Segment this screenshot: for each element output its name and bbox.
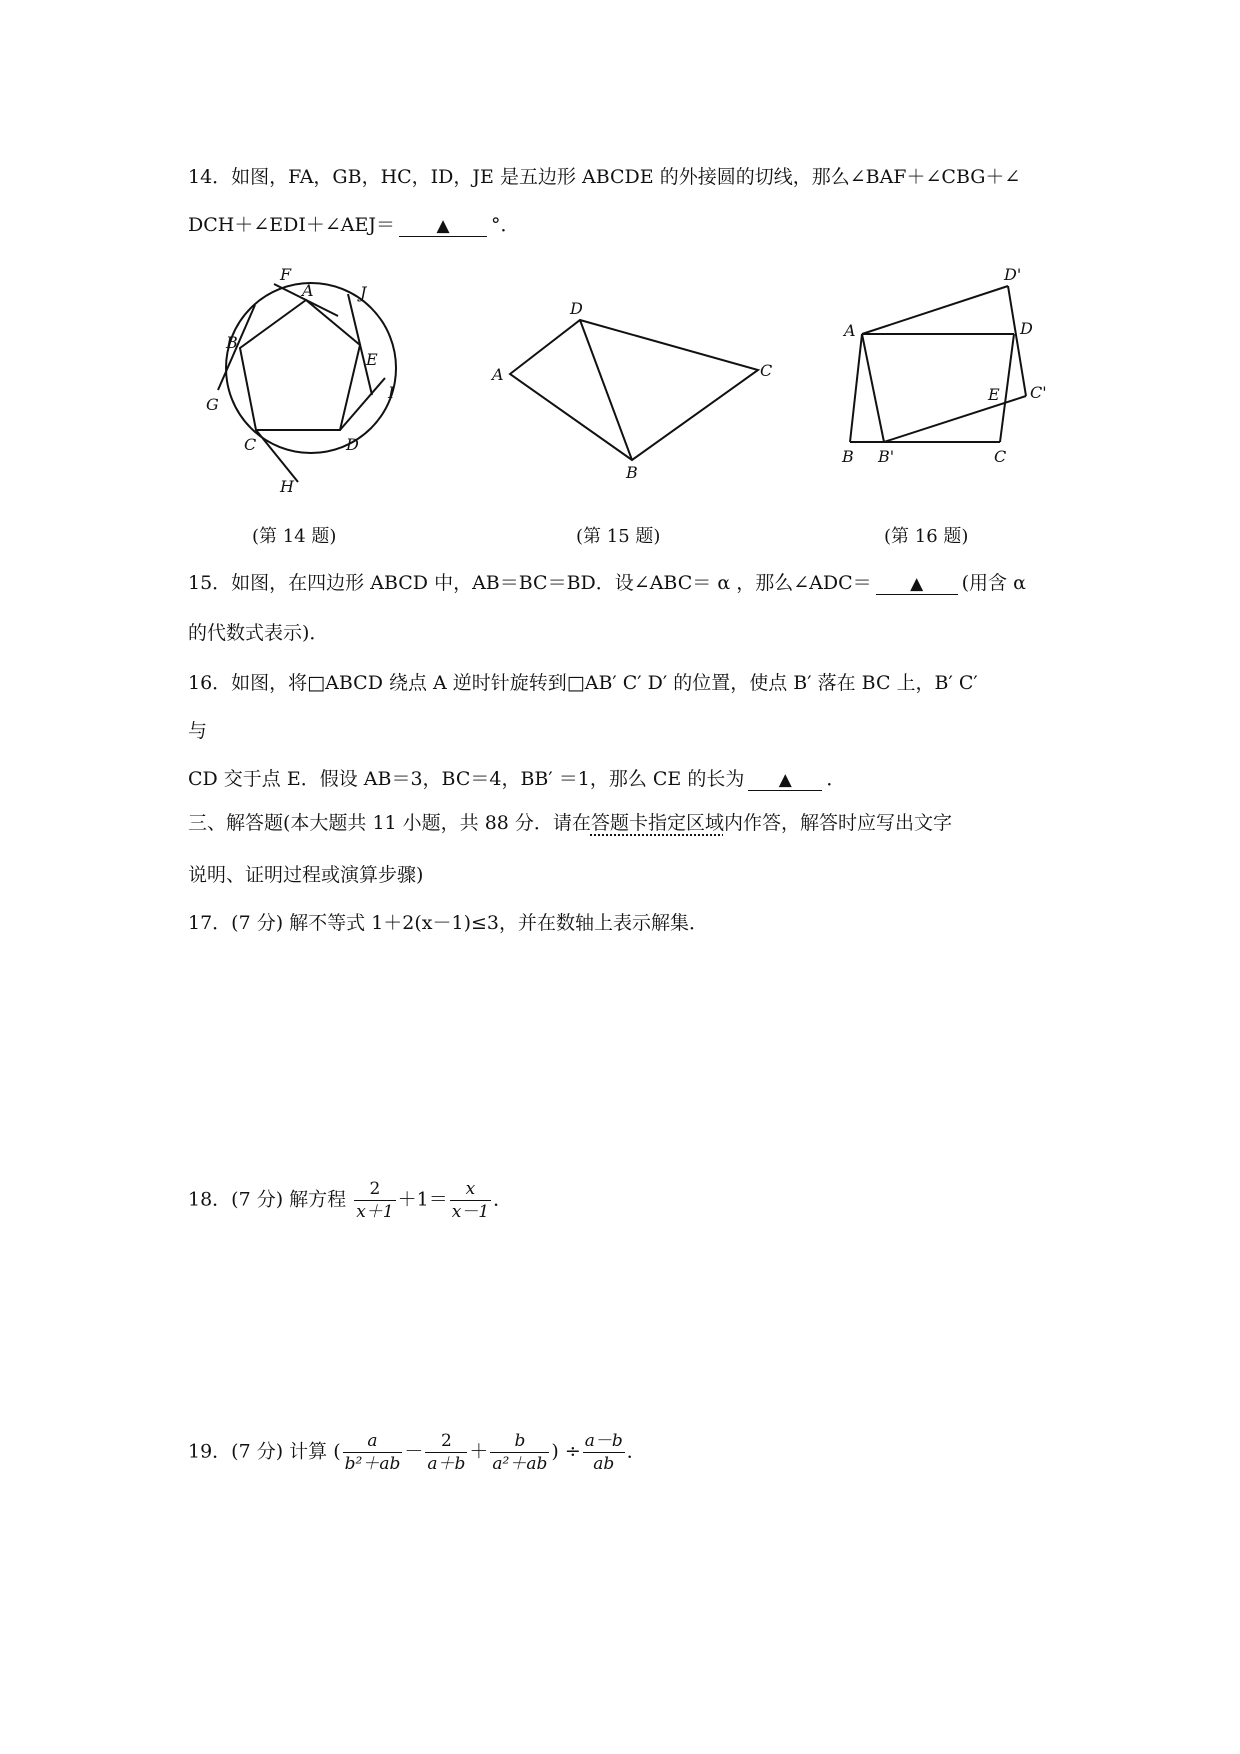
q16-line2: 与 (188, 720, 208, 742)
q15-answer-blank (876, 573, 958, 595)
fig14-label-f: F (280, 265, 292, 284)
q18-fraction-1 (354, 1178, 395, 1223)
figure-15 (488, 296, 778, 486)
section3-text-a: 三、解答题(本大题共 11 小题，共 88 分．请在 (188, 812, 591, 834)
q19-op3: ) ÷ (551, 1440, 581, 1463)
fig16-label-a: A (844, 321, 856, 340)
q14-line2 (188, 212, 520, 238)
q18-f2-numerator: x (465, 1179, 476, 1199)
q19-end: ． (626, 1440, 646, 1463)
section3-emphasis: 答题卡指定区域 (590, 812, 724, 834)
q19-f2-denominator: a＋b (427, 1454, 466, 1474)
figure-14 (200, 260, 440, 500)
q14-answer-blank (399, 215, 487, 237)
q14-line2-end: °． (491, 214, 520, 236)
fig15-label-d: D (570, 299, 583, 318)
triangle-icon: ▲ (910, 574, 924, 594)
q19-f1-denominator: b²＋ab (344, 1454, 401, 1474)
q18-f1-denominator: x＋1 (356, 1202, 394, 1222)
tangent-hc (256, 430, 298, 482)
q19-prefix: 19．(7 分) 计算 ( (188, 1440, 341, 1463)
q16-answer-blank (748, 769, 822, 791)
fig16-label-d: D (1020, 319, 1033, 338)
fig14-label-a: A (302, 281, 314, 300)
fig15-label-a: A (492, 365, 504, 384)
q19-op1: － (404, 1440, 424, 1463)
q19-f3-denominator: a²＋ab (492, 1454, 548, 1474)
q19-f1-numerator: a (367, 1431, 378, 1451)
q18-line (188, 1178, 512, 1223)
caption-fig16: (第 16 题) (884, 526, 969, 547)
q17-text: 17．(7 分) 解不等式 1＋2(x－1)≤3，并在数轴上表示解集． (188, 912, 709, 934)
fig16-label-b-prime: B' (878, 447, 895, 466)
fig16-label-c: C (994, 447, 1007, 466)
q16-line1: 16．如图，将□ABCD 绕点 A 逆时针旋转到□AB′ C′ D′ 的位置，使点 B′ 落在 BC 上，B′ C′ (188, 672, 978, 694)
triangle-icon: ▲ (778, 770, 792, 790)
q18-f1-numerator: 2 (369, 1179, 381, 1199)
q16-line3-end: ． (826, 768, 846, 790)
fig14-label-j: J (360, 283, 367, 302)
q18-mid: ＋1＝ (397, 1188, 448, 1211)
q19-fraction-3 (490, 1430, 549, 1475)
q18-end: ． (493, 1188, 513, 1211)
fig14-label-i: I (388, 383, 395, 402)
section3-line2: 说明、证明过程或演算步骤) (188, 864, 424, 886)
q19-f3-numerator: b (514, 1431, 526, 1451)
q15-line1-end: (用含 α (961, 572, 1026, 594)
fig14-label-h: H (280, 477, 294, 496)
q14-line2-text: DCH＋∠EDI＋∠AEJ＝ (188, 214, 395, 236)
q15-line1 (188, 570, 1026, 596)
q16-line3-text: CD 交于点 E．假设 AB＝3，BC＝4，BB′ ＝1，那么 CE 的长为 (188, 768, 745, 790)
section3-line1 (188, 810, 952, 836)
q18-f2-denominator: x－1 (451, 1202, 490, 1222)
q14-line1: 14．如图，FA，GB，HC，ID，JE 是五边形 ABCDE 的外接圆的切线，那么∠BAF＋∠CBG＋∠ (188, 166, 1021, 188)
q19-fraction-2 (425, 1430, 467, 1475)
q18-prefix: 18．(7 分) 解方程 (188, 1188, 347, 1211)
triangle-icon: ▲ (436, 216, 450, 236)
fig15-label-c: C (760, 361, 773, 380)
fig14-label-c: C (244, 435, 257, 454)
section3-text-b: 内作答，解答时应写出文字 (723, 812, 952, 834)
q15-line2: 的代数式表示)． (188, 622, 329, 644)
fig16-label-e: E (988, 385, 1000, 404)
q16-line3 (188, 766, 845, 792)
fig14-label-d: D (346, 435, 359, 454)
fig14-label-g: G (206, 395, 219, 414)
q18-fraction-2 (450, 1178, 491, 1223)
q19-f4-denominator: ab (583, 1452, 625, 1475)
figure-16 (830, 264, 1060, 474)
fig14-label-b: B (226, 333, 238, 352)
q19-fraction-1 (343, 1430, 403, 1475)
fig15-label-b: B (626, 463, 638, 482)
fig16-label-d-prime: D' (1004, 265, 1022, 284)
q19-line (188, 1430, 646, 1475)
caption-fig15: (第 15 题) (576, 526, 661, 547)
fig14-label-e: E (366, 350, 378, 369)
fig16-label-c-prime: C' (1030, 383, 1047, 402)
q19-fraction-4 (583, 1430, 625, 1475)
caption-fig14: (第 14 题) (252, 526, 337, 547)
q19-f4-numerator: a－b (584, 1431, 623, 1451)
fig16-label-b: B (842, 447, 854, 466)
q19-op2: ＋ (469, 1440, 489, 1463)
q19-f2-numerator: 2 (440, 1431, 452, 1451)
q15-line1-text: 15．如图，在四边形 ABCD 中，AB＝BC＝BD．设∠ABC＝ α ，那么∠ADC＝ (188, 572, 872, 594)
